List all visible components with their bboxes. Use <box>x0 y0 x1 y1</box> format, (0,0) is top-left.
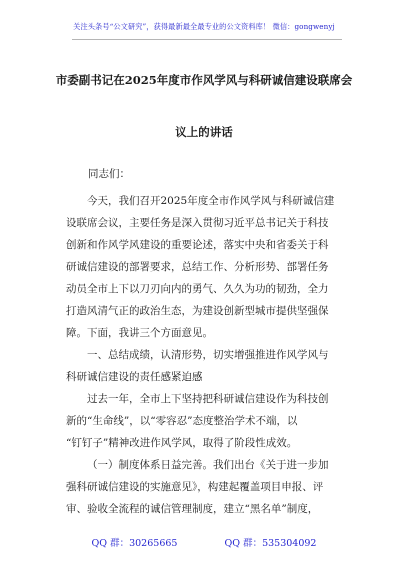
text-line: 过去一年，全市上下坚持把科研诚信建设作为科技创 <box>87 393 329 405</box>
paragraph-system <box>66 454 348 520</box>
paragraph-intro <box>66 190 348 344</box>
text-line: “钉钉子”精神改进作风学风，取得了阶段性成效。 <box>66 437 298 449</box>
text-line: 一、总结成绩，认清形势，切实增强推进作风学风与 <box>87 349 329 361</box>
text-line: 创新和作风学风建设的重要论述，落实中央和省委关于科 <box>66 239 329 251</box>
text-line: （一）制度体系日益完善。我们出台《关于进一步加 <box>87 459 329 471</box>
text-line: 审、验收全流程的诚信管理制度，建立“黑名单”制度， <box>66 503 319 515</box>
footer-contact <box>0 535 408 549</box>
header-banner: 关注头条号“公文研究”，获得最新最全最专业的公文资料库！ 微信：gongwenyj <box>73 22 335 31</box>
text-line: 设联席会议，主要任务是深入贯彻习近平总书记关于科技 <box>66 217 329 229</box>
text-line: 科研诚信建设的责任感紧迫感 <box>66 371 203 383</box>
text-line: 障。下面，我讲三个方面意见。 <box>66 327 213 339</box>
document-title-line-2: 议上的讲话 <box>175 125 233 139</box>
footer-qq-group-2: QQ 群：535304092 <box>224 538 317 549</box>
text-line: 今天，我们召开2025年度全市作风学风与科研诚信建 <box>87 195 335 207</box>
text-line: 打造风清气正的政治生态，为建设创新型城市提供坚强保 <box>66 305 329 317</box>
text-line: 新的“生命线”，以“零容忍”态度整治学术不端，以 <box>66 415 298 427</box>
text-line: 强科研诚信建设的实施意见》，构建起覆盖项目申报、评 <box>66 481 324 493</box>
footer-qq-group-1: QQ 群：30265665 <box>91 538 178 549</box>
greeting: 同志们： <box>88 168 130 180</box>
text-line: 研诚信建设的部署要求，总结工作、分析形势、部署任务 <box>66 261 329 273</box>
document-title-line-1: 市委副书记在2025年度市作风学风与科研诚信建设联席会 <box>55 73 353 87</box>
paragraph-review <box>66 388 348 454</box>
header-divider <box>72 39 342 40</box>
section-heading-1 <box>66 344 348 388</box>
text-line: 动员全市上下以刀刃向内的勇气、久久为功的韧劲，全力 <box>66 283 329 295</box>
